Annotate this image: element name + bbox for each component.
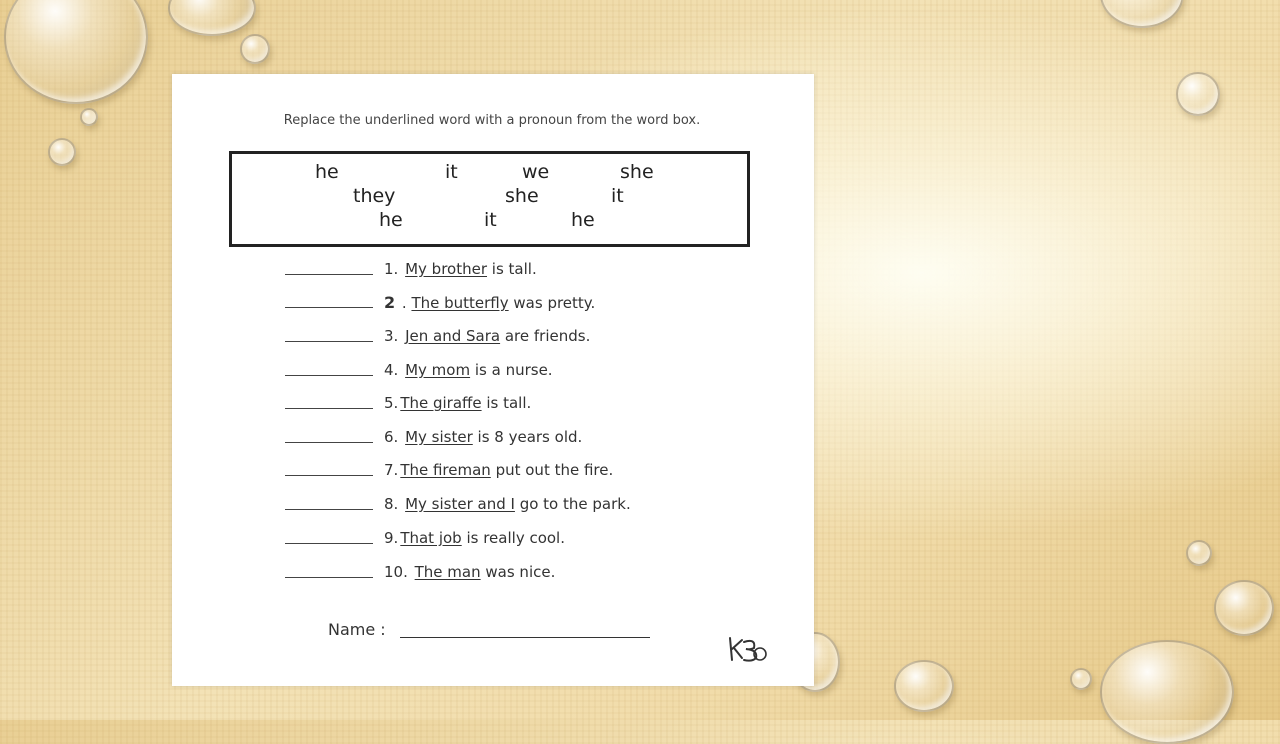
name-line — [400, 623, 650, 638]
underlined-subject: The giraffe — [400, 394, 482, 412]
author-logo-icon — [726, 634, 768, 664]
answer-blank — [285, 260, 373, 275]
item-number: 2 — [384, 293, 396, 312]
underlined-subject: Jen and Sara — [405, 327, 501, 345]
answer-blank — [285, 529, 373, 544]
underlined-subject: The fireman — [400, 461, 491, 479]
water-droplet-decoration — [168, 0, 256, 36]
word-box-word: it — [445, 161, 458, 183]
sentence-rest: put out the fire. — [490, 461, 614, 479]
word-box-word: he — [571, 209, 595, 231]
underlined-subject: My mom — [405, 361, 471, 379]
word-box-word: he — [315, 161, 339, 183]
item-number: 3. — [384, 327, 399, 345]
sentence-rest: was pretty. — [508, 294, 596, 312]
item-number: 10. — [384, 563, 408, 581]
water-droplet-decoration — [894, 660, 954, 712]
water-droplet-decoration — [1100, 0, 1184, 28]
answer-blank — [285, 327, 373, 342]
water-droplet-decoration — [1070, 668, 1092, 690]
item-number: 7. — [384, 461, 399, 479]
item-number: 4. — [384, 361, 399, 379]
sentence-rest: is tall. — [487, 260, 537, 278]
word-box-word: they — [353, 185, 396, 207]
underlined-subject: The butterfly — [411, 294, 509, 312]
underlined-subject: My brother — [405, 260, 488, 278]
word-box — [229, 151, 750, 247]
answer-blank — [285, 461, 373, 476]
word-box-word: she — [505, 185, 539, 207]
water-droplet-decoration — [1186, 540, 1212, 566]
answer-blank — [285, 563, 373, 578]
word-box-word: it — [611, 185, 624, 207]
answer-blank — [285, 394, 373, 409]
sentence-rest: is a nurse. — [470, 361, 553, 379]
worksheet-instructions: Replace the underlined word with a pronoun from the word box. — [283, 113, 701, 128]
item-number: 8. — [384, 495, 399, 513]
underlined-subject: That job — [400, 529, 462, 547]
answer-blank — [285, 361, 373, 376]
sentence-rest: is really cool. — [461, 529, 565, 547]
water-droplet-decoration — [240, 34, 270, 64]
answer-blank — [285, 495, 373, 510]
sentence-rest: is tall. — [481, 394, 532, 412]
water-droplet-decoration — [48, 138, 76, 166]
item-number: 6. — [384, 428, 399, 446]
worksheet-image: Replace the underlined word with a pronoun from the word box. he it we she they she it he it he 1. My brother is tall. 2 . The butterfly was pretty. 3. Jen and Sara are friends. 4. My mom is a nurse. 5. The giraffe is tall. 6. My sister is 8 years old. 7. The fireman put out the fire. 8. My sister and I go to the park. 9. That job is really cool. 10. The man was nice. Name : — [172, 74, 814, 686]
water-droplet-decoration — [80, 108, 98, 126]
underlined-subject: My sister — [405, 428, 473, 446]
name-label: Name : — [328, 620, 386, 639]
word-box-word: we — [522, 161, 550, 183]
sentence-rest: is 8 years old. — [472, 428, 583, 446]
answer-blank — [285, 428, 373, 443]
word-box-word: he — [379, 209, 403, 231]
water-droplet-decoration — [1214, 580, 1274, 636]
sentence-rest: are friends. — [500, 327, 591, 345]
water-droplet-decoration — [1100, 640, 1234, 744]
underlined-subject: The man — [414, 563, 481, 581]
underlined-subject: My sister and I — [405, 495, 515, 513]
sentence-rest: was nice. — [480, 563, 556, 581]
word-box-word: it — [484, 209, 497, 231]
item-number: 9. — [384, 529, 399, 547]
water-droplet-decoration — [1176, 72, 1220, 116]
item-number: 1. — [384, 260, 399, 278]
item-number: 5. — [384, 394, 399, 412]
answer-blank — [285, 293, 373, 308]
water-droplet-decoration — [4, 0, 148, 104]
sentence-rest: go to the park. — [514, 495, 631, 513]
word-box-word: she — [620, 161, 654, 183]
